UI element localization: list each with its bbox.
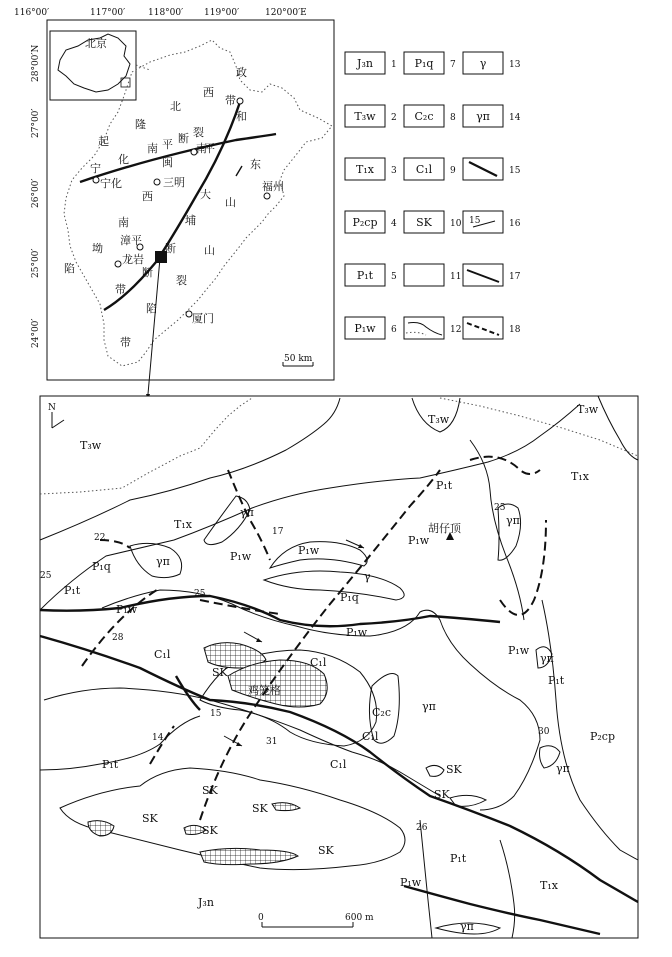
legend-code: C₁l [415,163,433,176]
zone-char: 山 [225,196,236,209]
zone-char: 大 [200,188,211,201]
main-frame [40,396,638,938]
legend-number: 3 [391,166,397,176]
unit-label: T₁x [174,518,192,531]
legend-code: T₁x [356,163,374,176]
zone-char: 南 [118,216,129,229]
unit-label: T₃w [577,403,599,416]
zone-char: 西 [203,86,214,99]
legend-item [345,52,397,74]
unit-label: P₁w [400,876,422,889]
legend-item [345,211,397,233]
legend-code: J₃n [357,57,373,70]
place-hutzding: 胡仔顶 [428,522,461,535]
unit-label: SK [202,784,218,797]
legend-code: T₃w [354,110,376,123]
main-scale-zero: 0 [258,913,264,923]
legend-number: 4 [391,219,397,229]
zone-char: 闽 [162,156,173,169]
lon-label: 118°00′ [148,8,184,18]
legend-item [345,105,397,127]
unit-label: T₁x [571,470,589,483]
zone-char: 裂 [176,274,187,287]
legend-item [404,52,456,74]
unit-label: SK [318,844,334,857]
city-ninghua: 宁化 [100,177,122,190]
zone-char: 陷 [64,262,75,275]
legend-item [345,158,397,180]
zone-char: 隆 [135,118,146,131]
dip-value: 28 [112,633,124,643]
unit-label: P₁q [92,560,111,573]
legend-item [404,158,456,180]
zone-char: 和 [236,110,247,123]
city-zhenghe-dot [237,98,243,104]
zone-char: 南 [147,142,158,155]
unit-label: J₃n [198,896,214,909]
legend-number: 7 [450,60,456,70]
city-fuzhou-dot [264,193,270,199]
zone-char: 平 [162,138,173,151]
main-map [40,396,638,938]
legend-item [463,52,521,74]
legend-code: P₁t [356,269,374,282]
unit-label: P₁q [340,591,359,604]
lat-label: 24°00′ [31,318,41,348]
legend-number: 16 [509,219,521,229]
unit-label: P₁t [436,479,453,492]
lat-label: 28°00′N [31,44,41,82]
city-longyan-dot [115,261,121,267]
dip-value: 26 [416,823,428,833]
dip-value: 14 [152,733,164,743]
zone-char: 宁 [90,162,101,175]
legend-code: P₂cp [352,216,378,229]
zone-char: 带 [225,94,236,107]
lon-label: 116°00′ [14,8,50,18]
zone-char: 带 [120,336,131,349]
lat-label: 27°00′ [31,108,41,138]
unit-label: T₁x [540,879,558,892]
unit-label: P₁w [116,603,138,616]
unit-label: C₁l [330,758,347,771]
legend-number: 15 [509,166,521,176]
unit-label: C₁l [362,730,379,743]
dip-value: 25 [494,503,506,513]
city-sanming: 三明 [163,176,185,189]
legend-swatch [404,264,444,286]
legend-item [404,317,461,339]
zone-char: 埔 [185,214,196,227]
legend-number: 10 [450,219,462,229]
dip-value: 30 [538,727,550,737]
legend-item [345,264,397,286]
unit-label: T₃w [428,413,450,426]
legend-code: C₂c [414,110,434,123]
legend-item [345,317,397,339]
unit-label: T₃w [80,439,102,452]
zone-char: 陷 [146,302,157,315]
unit-label: SK [202,824,218,837]
zone-char: 断 [142,266,153,279]
legend-number: 1 [391,60,397,70]
legend-number: 5 [391,272,397,282]
legend-number: 6 [391,325,397,335]
city-xiamen: 厦门 [192,312,214,325]
legend-number: 18 [509,325,521,335]
unit-label: P₁w [298,544,320,557]
beijing-label: 北京 [85,37,107,50]
unit-label: P₂cp [590,730,616,743]
unit-label: P₁t [450,852,467,865]
unit-label: γπ [460,920,474,933]
unit-label: C₁l [154,648,171,661]
lat-label: 26°00′ [31,178,41,208]
legend [345,52,521,339]
legend-code: 15 [469,216,481,226]
legend-number: 2 [391,113,397,123]
unit-label: P₁w [408,534,430,547]
unit-label: SK [142,812,158,825]
place-jilongge: 鸡笼格 [248,684,281,697]
north-label: N [48,403,56,413]
zone-char: 东 [250,158,261,171]
legend-number: 11 [450,272,462,282]
legend-number: 14 [509,113,521,123]
unit-label: P₁t [64,584,81,597]
city-zhangping: 漳平 [120,234,142,247]
unit-label: C₂c [372,706,391,719]
unit-label: γπ [506,514,520,527]
unit-label: γπ [156,555,170,568]
legend-swatch [404,317,444,339]
city-ninghua-dot [93,177,99,183]
legend-number: 13 [509,60,521,70]
legend-item [463,211,521,233]
dip-value: 31 [266,737,278,747]
lon-label: 120°00′E [265,8,307,18]
legend-number: 9 [450,166,456,176]
legend-item [463,105,521,127]
unit-label: SK [252,802,268,815]
unit-label: P₁t [548,674,565,687]
unit-label: γπ [556,762,570,775]
unit-label: SK [446,763,462,776]
legend-code: P₁q [414,57,434,70]
legend-code: P₁w [354,322,376,335]
unit-label: P₁w [508,644,530,657]
unit-label: γπ [422,700,436,713]
zone-char: 北 [170,100,181,113]
legend-number: 12 [450,325,462,335]
legend-code: SK [416,216,432,229]
unit-label: P₁t [102,758,119,771]
city-longyan: 龙岩 [122,253,144,266]
main-scale-label: 600 m [345,913,374,923]
lon-label: 119°00′ [204,8,240,18]
legend-number: 17 [509,272,521,282]
dip-value: 22 [94,533,106,543]
legend-item [463,317,521,339]
city-sanming-dot [154,179,160,185]
legend-item [463,158,521,180]
legend-item [463,264,521,286]
unit-label: γπ [240,506,254,519]
dip-value: 15 [210,709,222,719]
dip-value: 25 [40,571,52,581]
zone-char: 南 [196,142,207,155]
legend-item [404,105,456,127]
zone-char: 起 [98,135,109,148]
zone-char: 断 [178,132,189,145]
unit-label: γπ [540,652,554,665]
zone-char: 坳 [92,242,103,255]
zone-char: 断 [165,242,176,255]
unit-label: SK [212,666,228,679]
lon-label: 117°00′ [90,8,126,18]
unit-label: C₁l [310,656,327,669]
city-fuzhou: 福州 [262,180,284,193]
inset-map [14,8,334,400]
legend-item [404,264,461,286]
legend-code: γπ [476,110,490,123]
unit-label: γ [364,570,371,583]
lat-label: 25°00′ [31,248,41,278]
legend-item [404,211,462,233]
dip-value: 17 [272,527,284,537]
unit-label: P₁w [346,626,368,639]
zone-char: 带 [115,283,126,296]
zone-char: 政 [236,66,247,79]
legend-code: γ [479,57,487,70]
zone-char: 平 [204,142,215,155]
inset-scale-label: 50 km [284,354,313,364]
unit-label: P₁w [230,550,252,563]
unit-label: SK [434,788,450,801]
zone-char: 山 [204,244,215,257]
zone-char: 西 [142,190,153,203]
zone-char: 裂 [193,126,204,139]
dip-value: 25 [194,589,206,599]
legend-number: 8 [450,113,456,123]
zone-char: 化 [118,153,129,166]
